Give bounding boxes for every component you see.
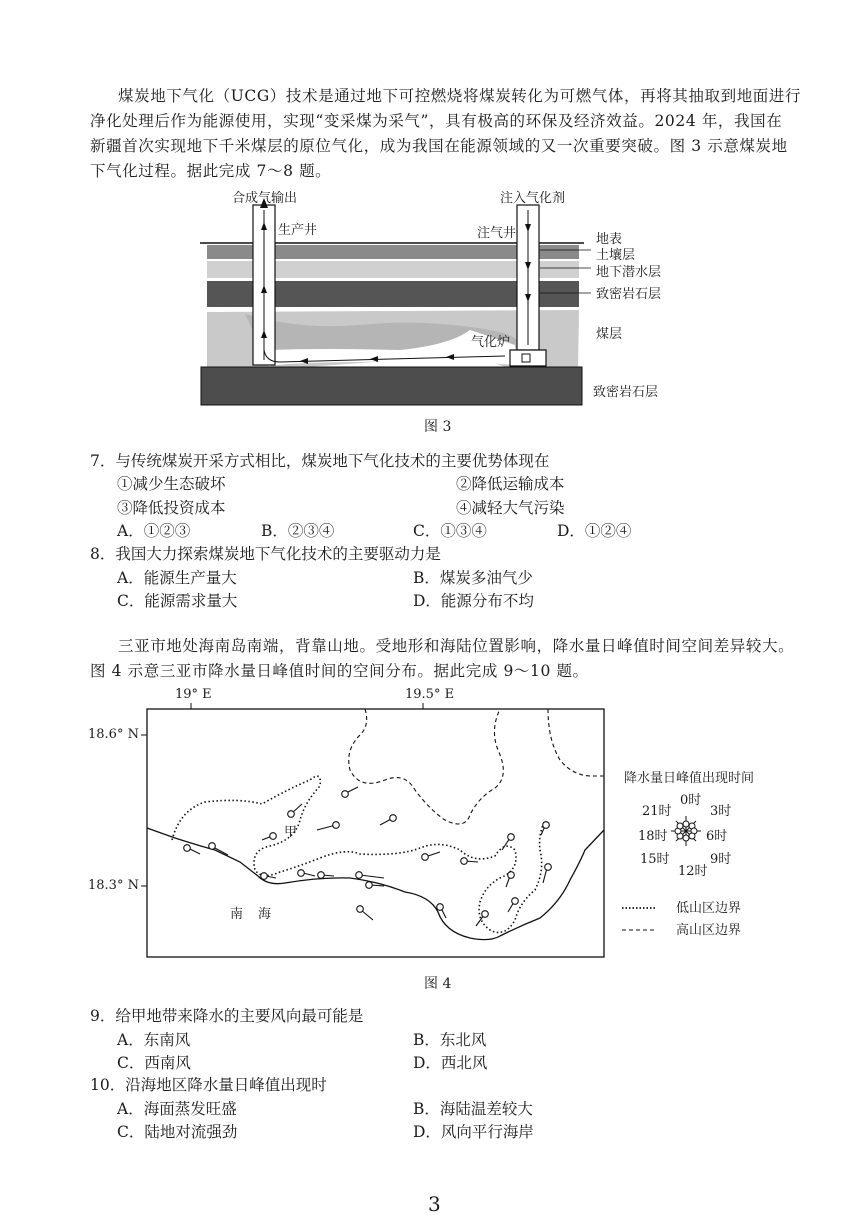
- fig4-legend-3: 3时: [710, 804, 732, 819]
- fig4-legend-high-boundary: 高山区边界: [676, 923, 742, 938]
- fig4-lat-18-3: 18.3° N: [88, 878, 139, 893]
- q8-option-c[interactable]: C．能源需求量大: [117, 592, 238, 610]
- q9-option-d[interactable]: D．西北风: [413, 1054, 488, 1072]
- fig3-label-coal: 煤层: [596, 327, 623, 342]
- fig4-legend-0: 0时: [680, 793, 702, 808]
- fig4-legend-title: 降水量日峰值出现时间: [624, 771, 755, 786]
- figure-4-caption: 图 4: [424, 976, 452, 992]
- q10-option-c[interactable]: C．陆地对流强劲: [117, 1123, 238, 1141]
- q7-option-a[interactable]: A．①②③: [117, 522, 191, 540]
- q7-statement-3: ③降低投资成本: [117, 499, 226, 517]
- q7-statement-1: ①减少生态破坏: [117, 475, 226, 493]
- intro1-line1: 煤炭地下气化（UCG）技术是通过地下可控燃烧将煤炭转化为可燃气体，再将其抽取到地面进行: [118, 87, 802, 105]
- intro1-line2: 净化处理后作为能源使用，实现“变采煤为采气”，具有极高的环保及经济效益。2024 年，我国在: [90, 112, 783, 130]
- fig4-sea-char-2: 海: [258, 907, 272, 922]
- q8-option-b[interactable]: B．煤炭多油气少: [413, 569, 533, 587]
- page-number: 3: [428, 1192, 441, 1216]
- q9-stem: 9．给甲地带来降水的主要风向最可能是: [90, 1007, 364, 1025]
- q8-option-d[interactable]: D．能源分布不均: [413, 592, 534, 610]
- q8-stem: 8．我国大力探索煤炭地下气化技术的主要驱动力是: [90, 545, 441, 563]
- fig4-legend-6: 6时: [706, 829, 728, 844]
- intro1-line3: 新疆首次实现地下千米煤层的原位气化，成为我国在能源领域的又一次重要突破。图 3 示意煤炭地: [90, 137, 788, 155]
- intro1-line4: 下气化过程。据此完成 7～8 题。: [90, 162, 332, 180]
- intro2-line2: 图 4 示意三亚市降水量日峰值时间的空间分布。据此完成 9～10 题。: [90, 662, 589, 680]
- fig4-legend-15: 15时: [640, 852, 670, 867]
- q9-option-b[interactable]: B．东北风: [413, 1031, 487, 1049]
- fig4-legend-12: 12时: [678, 864, 708, 879]
- intro2-line1: 三亚市地处海南岛南端，背靠山地。受地形和海陆位置影响，降水量日峰值时间空间差异较大。: [118, 637, 795, 655]
- fig3-label-furnace: 气化炉: [471, 335, 511, 350]
- fig4-legend-18: 18时: [638, 829, 668, 844]
- fig3-label-inject: 注入气化剂: [500, 191, 566, 206]
- fig4-lon-19-5: 19.5° E: [405, 687, 455, 702]
- q7-statement-4: ④减轻大气污染: [456, 499, 565, 517]
- fig4-legend-low-boundary: 低山区边界: [676, 901, 742, 916]
- q7-option-b[interactable]: B．②③④: [261, 522, 335, 540]
- fig3-label-rock2: 致密岩石层: [593, 385, 659, 400]
- q7-statement-2: ②降低运输成本: [456, 475, 565, 493]
- figure-3-caption: 图 3: [424, 419, 452, 435]
- fig4-sea-char-1: 南: [230, 907, 244, 922]
- q7-stem: 7．与传统煤炭开采方式相比，煤炭地下气化技术的主要优势体现在: [90, 452, 550, 470]
- q10-option-b[interactable]: B．海陆温差较大: [413, 1100, 533, 1118]
- fig3-label-surface: 地表: [596, 232, 623, 247]
- fig3-label-soil: 土壤层: [596, 248, 636, 263]
- fig3-label-syngas: 合成气输出: [232, 191, 298, 206]
- q9-option-c[interactable]: C．西南风: [117, 1054, 191, 1072]
- fig3-label-prod-well: 生产井: [278, 223, 318, 238]
- fig4-legend-21: 21时: [642, 804, 672, 819]
- q7-option-c[interactable]: C．①③④: [413, 522, 487, 540]
- q7-option-d[interactable]: D．①②④: [557, 522, 632, 540]
- q8-option-a[interactable]: A．能源生产量大: [117, 569, 237, 587]
- fig4-lon-19: 19° E: [175, 687, 212, 702]
- q10-stem: 10．沿海地区降水量日峰值出现时: [90, 1076, 327, 1094]
- q9-option-a[interactable]: A．东南风: [117, 1031, 191, 1049]
- q10-option-a[interactable]: A．海面蒸发旺盛: [117, 1100, 237, 1118]
- fig3-label-inj-well: 注气井: [477, 226, 517, 241]
- figure-3-diagram: [0, 0, 867, 440]
- fig3-label-aquifer: 地下潜水层: [596, 265, 662, 280]
- fig4-lat-18-6: 18.6° N: [88, 727, 139, 742]
- fig3-label-rock1: 致密岩石层: [596, 287, 662, 302]
- fig4-legend-9: 9时: [710, 852, 732, 867]
- q10-option-d[interactable]: D．风向平行海岸: [413, 1123, 534, 1141]
- fig4-place-jia: 甲: [284, 825, 298, 840]
